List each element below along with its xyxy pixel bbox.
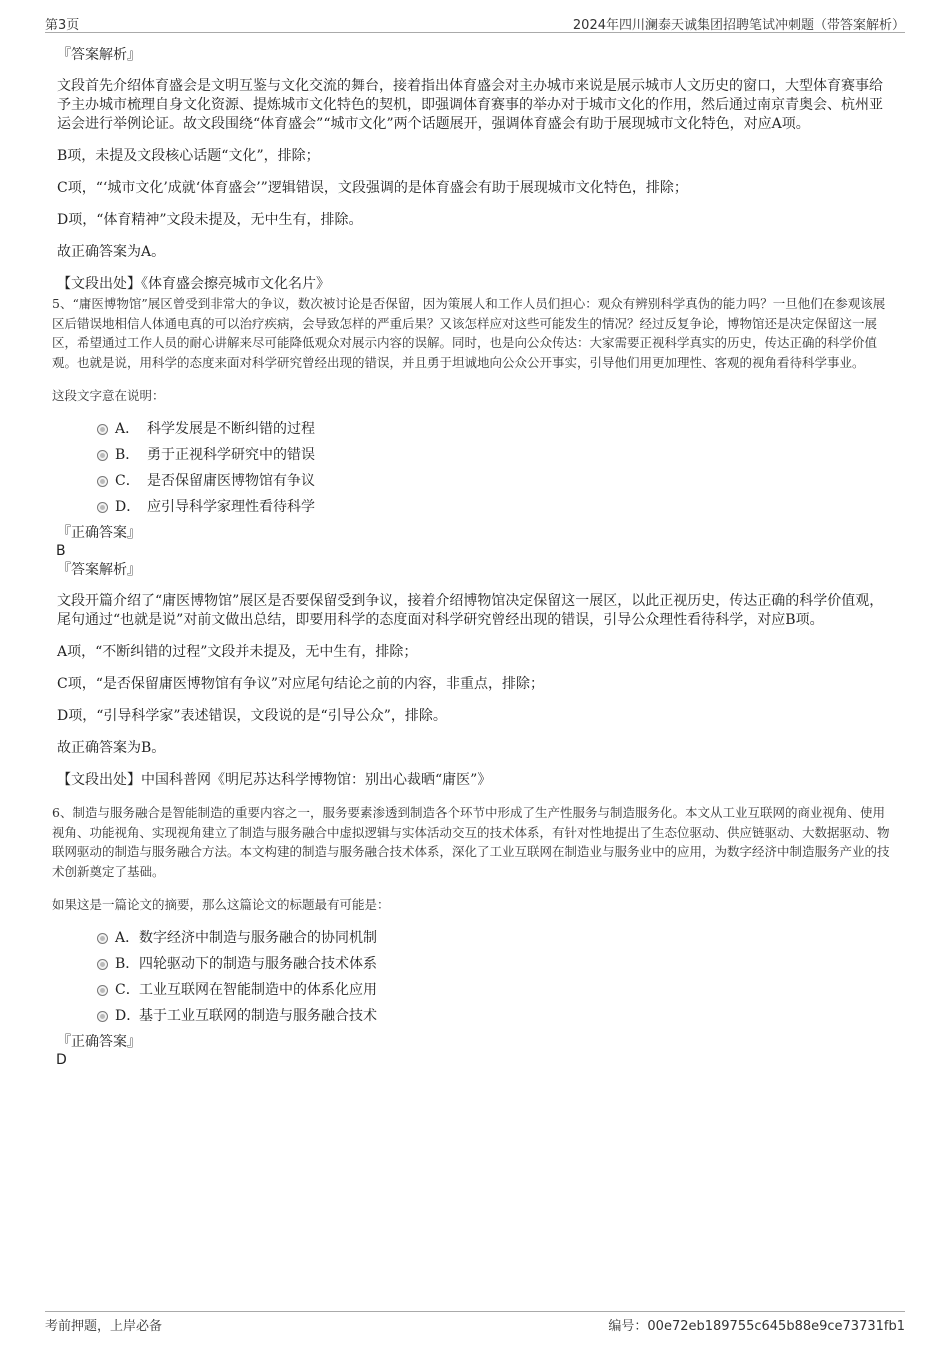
q4-analysis-text: 文段首先介绍体育盛会是文明互鉴与文化交流的舞台，接着指出体育盛会对主办城市来说是展示城市人文历史的窗口，大型体育赛事给予主办城市梳理自身文化资源、提炼城市文化特色的契机，即强调体育赛事的举办对于城市文化的作用，然后通过南京青奥会、杭州亚运会进行举例论证。故文段围绕“体育盛会”“城市文化”两个话题展开，强调体育盛会有助于展现城市文化特色，对应A项。	[57, 78, 883, 132]
q5-source: 【文段出处】中国科普网《明尼苏达科学博物馆：别出心裁晒“庸医”》	[57, 772, 492, 788]
q5-prompt: 这段文字意在说明：	[52, 388, 165, 403]
page-header	[45, 12, 905, 33]
q5-option-a-note: A项，“不断纠错的过程”文段并未提及，无中生有，排除；	[57, 644, 418, 660]
q6-option-c[interactable]: C． 工业互联网在智能制造中的体系化应用	[97, 977, 895, 1003]
document-title: 2024年四川澜泰天诚集团招聘笔试冲刺题（带答案解析）	[572, 18, 905, 33]
page-content	[52, 46, 895, 1068]
q6-option-d[interactable]: D． 基于工业互联网的制造与服务融合技术	[97, 1003, 895, 1029]
q4-option-d-note: D项，“体育精神”文段未提及，无中生有，排除。	[57, 212, 363, 228]
q4-conclusion: 故正确答案为A。	[57, 244, 166, 260]
radio-icon[interactable]	[97, 502, 108, 513]
radio-icon[interactable]	[97, 424, 108, 435]
q4-option-b-note: B项，未提及文段核心话题“文化”，排除；	[57, 148, 320, 164]
radio-icon[interactable]	[97, 959, 108, 970]
q6-stem: 6、制造与服务融合是智能制造的重要内容之一，服务要素渗透到制造各个环节中形成了生产性服务与制造服务化。本文从工业互联网的商业视角、使用视角、功能视角、实现视角建立了制造与服务融合中虚拟逻辑与实体活动交互的技术体系，有针对性地提出了生态位驱动、供应链驱动、大数据驱动、物联网驱动的制造与服务融合方法。本文构建的制造与服务融合技术体系，深化了工业互联网在制造业与服务业中的应用，为数字经济中制造服务产业的技术创新奠定了基础。	[52, 805, 890, 879]
q5-option-c[interactable]: C． 是否保留庸医博物馆有争议	[97, 468, 895, 494]
q6-answer: D	[56, 1052, 67, 1068]
q6-option-b[interactable]: B． 四轮驱动下的制造与服务融合技术体系	[97, 951, 895, 977]
q5-stem: 5、“庸医博物馆”展区曾受到非常大的争议，数次被讨论是否保留，因为策展人和工作人员们担心：观众有辨别科学真伪的能力吗？一旦他们在参观该展区后错误地相信人体通电真的可以治疗疾病，会导致怎样的严重后果？又该怎样应对这些可能发生的情况？经过反复争论，博物馆还是决定保留这一展区，希望通过工作人员的耐心讲解来尽可能降低观众对展示内容的误解。同时，也是向公众传达：大家需要正视科学真实的历史，传达正确的科学价值观。也就是说，用科学的态度来面对科学研究曾经出现的错误，并且勇于坦诚地向公众公开事实，引导他们用更加理性、客观的视角看待科学事业。	[52, 296, 886, 370]
q5-option-c-note: C项，“是否保留庸医博物馆有争议”对应尾句结论之前的内容，非重点，排除；	[57, 676, 545, 692]
q6-answer-label: 『正确答案』	[57, 1034, 141, 1050]
q5-options	[97, 416, 895, 520]
q5-answer-label: 『正确答案』	[57, 525, 141, 541]
radio-icon[interactable]	[97, 933, 108, 944]
q5-analysis-label: 『答案解析』	[57, 562, 141, 578]
q5-option-d-note: D项，“引导科学家”表述错误，文段说的是“引导公众”，排除。	[57, 708, 447, 724]
q5-option-a[interactable]: A． 科学发展是不断纠错的过程	[97, 416, 895, 442]
radio-icon[interactable]	[97, 476, 108, 487]
q4-option-c-note: C项，“‘城市文化’成就‘体育盛会’”逻辑错误，文段强调的是体育盛会有助于展现城市文化特色，排除；	[57, 180, 688, 196]
page-number: 第3页	[45, 18, 80, 33]
q5-answer: B	[56, 543, 66, 559]
q5-option-b[interactable]: B． 勇于正视科学研究中的错误	[97, 442, 895, 468]
page-footer	[45, 1311, 905, 1334]
q6-options	[97, 925, 895, 1029]
q4-source: 【文段出处】《体育盛会擦亮城市文化名片》	[57, 276, 330, 292]
q5-conclusion: 故正确答案为B。	[57, 740, 166, 756]
q4-analysis-label: 『答案解析』	[57, 47, 141, 63]
q5-option-d[interactable]: D． 应引导科学家理性看待科学	[97, 494, 895, 520]
radio-icon[interactable]	[97, 450, 108, 461]
q5-analysis-text: 文段开篇介绍了“庸医博物馆”展区是否要保留受到争议，接着介绍博物馆决定保留这一展区，以此正视历史，传达正确的科学价值观，尾句通过“也就是说”对前文做出总结，即要用科学的态度面对科学研究曾经出现的错误，引导公众理性看待科学，对应B项。	[57, 593, 884, 628]
q6-prompt: 如果这是一篇论文的摘要，那么这篇论文的标题最有可能是：	[52, 897, 390, 912]
q6-option-a[interactable]: A． 数字经济中制造与服务融合的协同机制	[97, 925, 895, 951]
radio-icon[interactable]	[97, 985, 108, 996]
radio-icon[interactable]	[97, 1011, 108, 1022]
footer-slogan: 考前押题，上岸必备	[45, 1319, 163, 1334]
document-code: 编号：00e72eb189755c645b88e9ce73731fb1	[608, 1319, 905, 1334]
